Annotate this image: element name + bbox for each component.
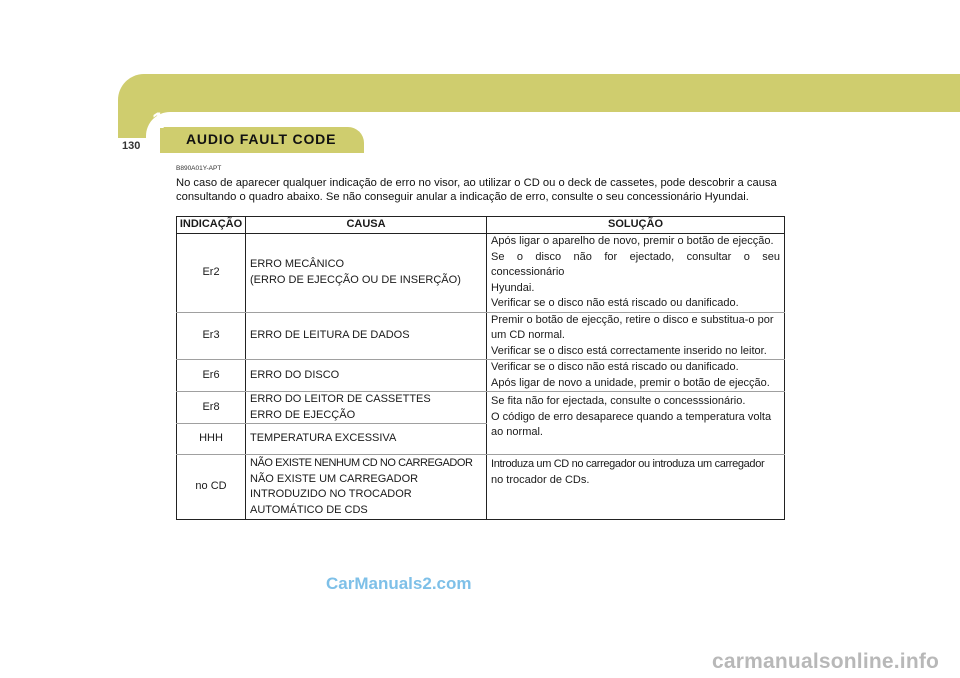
fault-code: Er6 [177, 360, 246, 392]
fault-solution: Verificar se o disco não está riscado ou danificado. Após ligar de novo a unidade, premir o botão de ejecção. [487, 360, 785, 392]
table-header-row [177, 217, 785, 234]
table-row [177, 234, 785, 313]
fault-code: no CD [177, 455, 246, 520]
fault-cause: ERRO DE LEITURA DE DADOS [246, 312, 487, 360]
chapter-number: 1 [152, 108, 165, 133]
fault-cause: ERRO DO DISCO [246, 360, 487, 392]
fault-cause: ERRO DO LEITOR DE CASSETTES ERRO DE EJECÇÃO [246, 392, 487, 424]
fault-solution: Premir o botão de ejecção, retire o disco e substitua-o por um CD normal. Verificar se o disco está correctamente inserido no leitor. [487, 312, 785, 360]
table-row [177, 392, 785, 424]
fault-cause: ERRO MECÂNICO (ERRO DE EJECÇÃO OU DE INSERÇÃO) [246, 234, 487, 313]
reference-code: B890A01Y-APT [176, 165, 222, 172]
fault-code: Er8 [177, 392, 246, 424]
table-row [177, 455, 785, 520]
table-row [177, 312, 785, 360]
header-code: INDICAÇÃO [177, 217, 246, 234]
table-row [177, 360, 785, 392]
intro-paragraph: No caso de aparecer qualquer indicação de erro no visor, ao utilizar o CD ou o deck de cassetes, pode descobrir a causa consultando o quadro abaixo. Se não conseguir anular a indicação de erro, consulte o seu concessionário Hyundai. [176, 177, 777, 203]
fault-solution: Introduza um CD no carregador ou introduza um carregador no trocador de CDs. [487, 455, 785, 520]
fault-solution: Após ligar o aparelho de novo, premir o botão de ejecção. Se o disco não for ejectado, consultar o seu concessionário Hyundai. Verificar se o disco não está riscado ou danificado. [487, 234, 785, 313]
watermark-carmanuals2: CarManuals2.com [326, 574, 472, 593]
fault-code: HHH [177, 424, 246, 455]
fault-code: Er3 [177, 312, 246, 360]
audio-fault-code-table [176, 216, 785, 520]
chapter-title: CARACTERÍSTICAS DO SEU HYUNDAI [168, 114, 326, 123]
fault-cause: NÃO EXISTE NENHUM CD NO CARREGADOR NÃO EXISTE UM CARREGADOR INTRODUZIDO NO TROCADOR AUTOMÁTICO DE CDS [246, 455, 487, 520]
header-solution: SOLUÇÃO [487, 217, 785, 234]
section-title: AUDIO FAULT CODE [186, 131, 337, 147]
fault-code: Er2 [177, 234, 246, 313]
fault-cause: TEMPERATURA EXCESSIVA [246, 424, 487, 455]
watermark-footer: carmanualsonline.info [712, 650, 940, 673]
header-cause: CAUSA [246, 217, 487, 234]
fault-solution: Se fita não for ejectada, consulte o concesssionário. O código de erro desaparece quando a temperatura volta ao normal. [487, 392, 785, 455]
page-number: 130 [122, 140, 141, 152]
